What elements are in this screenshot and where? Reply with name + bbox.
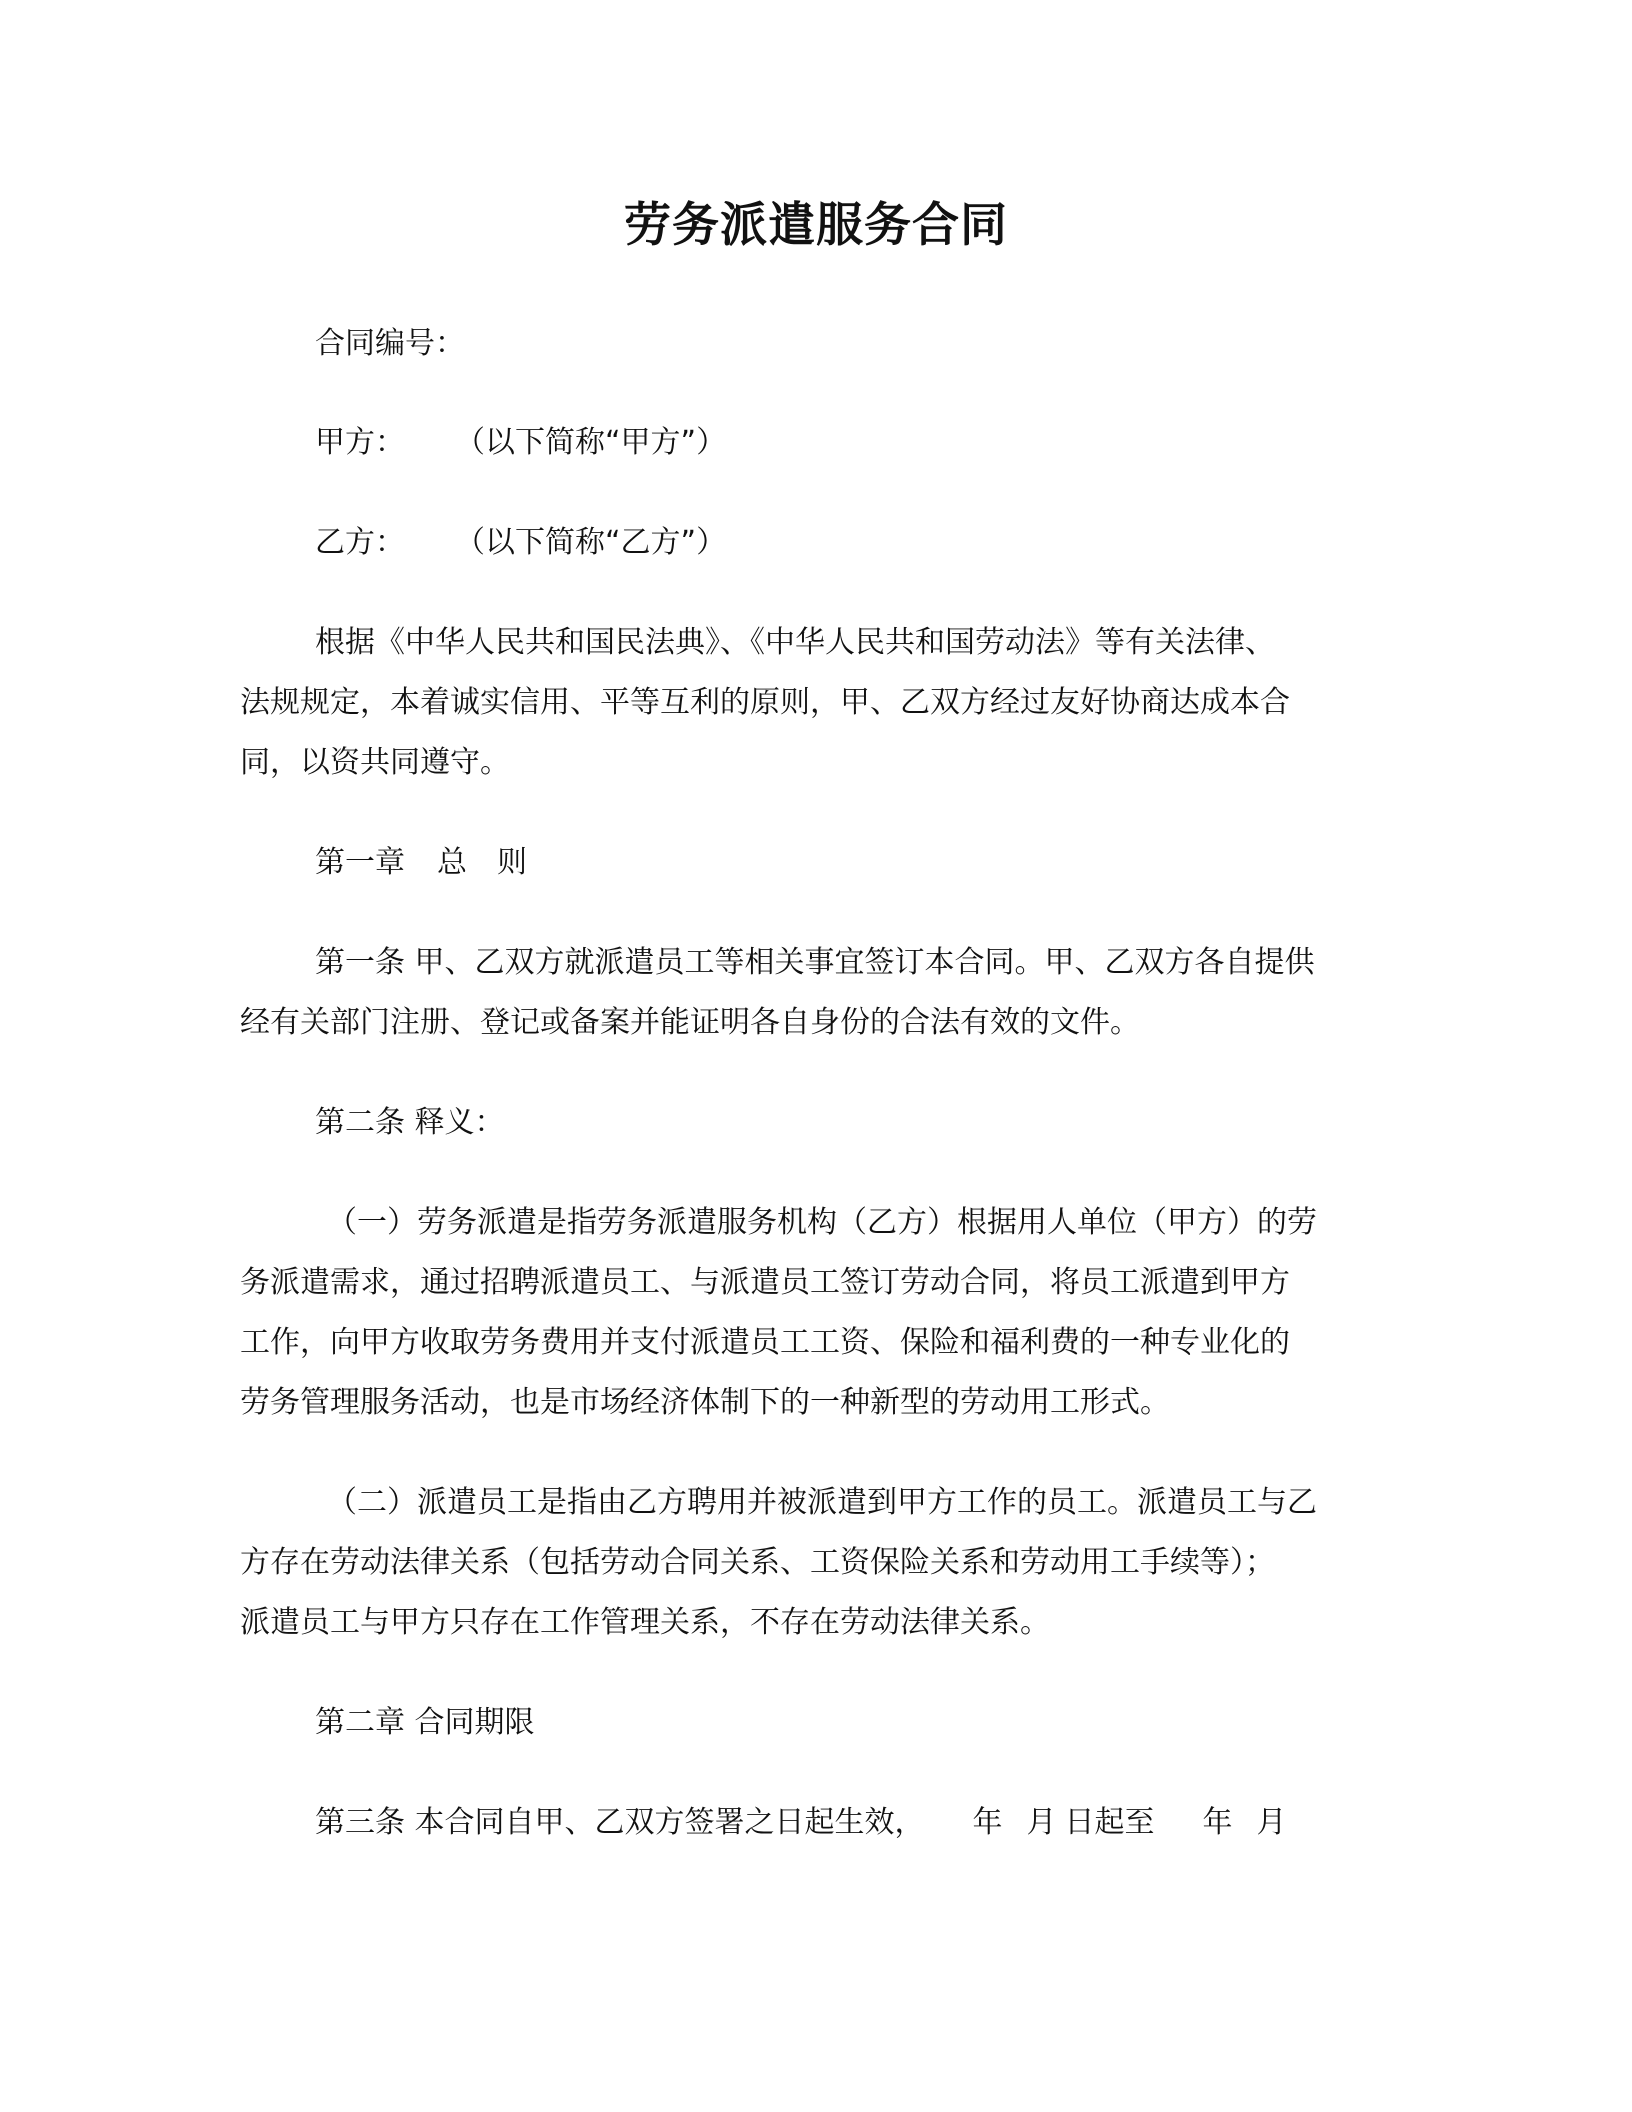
article-1-line-1: 第一条 甲、乙双方就派遣员工等相关事宜签订本合同。甲、乙双方各自提供 (315, 945, 1315, 980)
article-2-item-2-line-3: 派遣员工与甲方只存在工作管理关系，不存在劳动法律关系。 (240, 1605, 1050, 1640)
article-2-item-1-line-3: 工作，向甲方收取劳务费用并支付派遣员工工资、保险和福利费的一种专业化的 (240, 1325, 1290, 1360)
chapter-1-heading (315, 843, 527, 883)
article-3-line-1 (315, 1803, 1287, 1843)
party-b-label: 乙方： (315, 525, 405, 560)
chapter-1-prefix: 第一章 (315, 845, 405, 880)
article-3-day-to: 日起至 (1064, 1805, 1155, 1840)
preamble-line-1: 根据《中华人民共和国民法典》、《中华人民共和国劳动法》等有关法律、 (315, 625, 1275, 660)
article-2-item-1-line-2: 务派遣需求，通过招聘派遣员工、与派遣员工签订劳动合同，将员工派遣到甲方 (240, 1265, 1290, 1300)
article-3-month-1: 月 (1026, 1805, 1057, 1840)
article-3-month-2: 月 (1256, 1805, 1287, 1840)
party-b-note: （以下简称“乙方”） (455, 525, 727, 560)
party-a-line (315, 423, 726, 463)
article-3-year-1: 年 (972, 1805, 1003, 1840)
party-a-label: 甲方： (315, 425, 405, 460)
chapter-1-title-a: 总 (437, 845, 467, 880)
preamble-line-2: 法规规定，本着诚实信用、平等互利的原则，甲、乙双方经过友好协商达成本合 (240, 685, 1290, 720)
article-3-year-2: 年 (1202, 1805, 1233, 1840)
contract-number-label: 合同编号： (315, 326, 465, 361)
article-3-text: 第三条 本合同自甲、乙双方签署之日起生效， (315, 1805, 925, 1840)
document-title: 劳务派遣服务合同 (624, 198, 1008, 253)
article-2-item-1-line-4: 劳务管理服务活动，也是市场经济体制下的一种新型的劳动用工形式。 (240, 1385, 1170, 1420)
article-2-item-2-line-2: 方存在劳动法律关系（包括劳动合同关系、工资保险关系和劳动用工手续等）； (240, 1545, 1275, 1580)
article-2-item-2-line-1: （二）派遣员工是指由乙方聘用并被派遣到甲方工作的员工。派遣员工与乙 (327, 1485, 1317, 1520)
article-1-line-2: 经有关部门注册、登记或备案并能证明各自身份的合法有效的文件。 (240, 1005, 1140, 1040)
party-a-note: （以下简称“甲方”） (455, 425, 727, 460)
chapter-2-heading: 第二章 合同期限 (315, 1705, 535, 1740)
preamble-line-3: 同，以资共同遵守。 (240, 745, 510, 780)
article-2-item-1-line-1: （一）劳务派遣是指劳务派遣服务机构（乙方）根据用人单位（甲方）的劳 (327, 1205, 1317, 1240)
party-b-line (315, 523, 726, 563)
article-2-heading: 第二条 释义： (315, 1105, 505, 1140)
chapter-1-title-b: 则 (497, 845, 527, 880)
